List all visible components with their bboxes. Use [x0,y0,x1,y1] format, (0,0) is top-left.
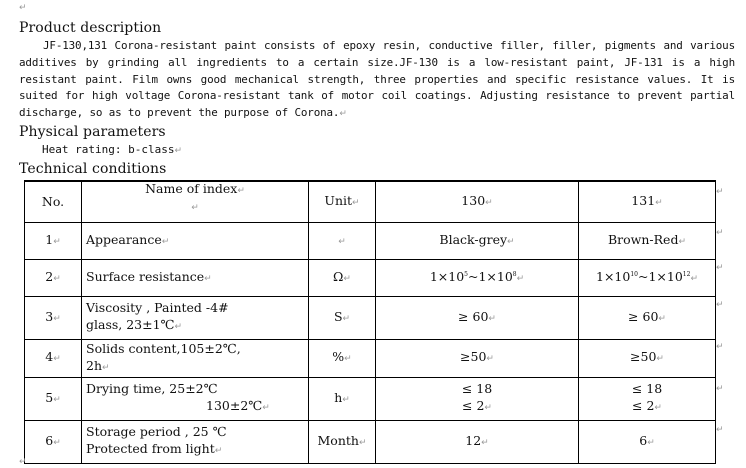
row-value-131: $1\times 10^{10}\sim 1\times 10^{12}↵$ [579,259,716,296]
row-end-mark: ↵ [716,300,724,310]
row-unit: h↵ [309,377,376,420]
row-no: 2↵ [25,259,82,296]
table-row [25,377,716,420]
table-header-row [25,181,716,222]
row-end-mark: ↵ [716,342,724,352]
row-value-131: ≥ 60↵ [579,296,716,339]
heading-text: Technical conditions [19,161,167,177]
row-end-mark: ↵ [716,384,724,394]
row-no: 1↵ [25,222,82,259]
physical-parameters-heading [19,124,166,140]
heat-rating-text: Heat rating: b-class [42,143,175,156]
row-no: 5↵ [25,377,82,420]
row-end-mark: ↵ [716,263,724,273]
row-value-130: $1\times 10^5\sim 1\times 10^8↵$ [376,259,579,296]
technical-conditions-heading [19,161,166,177]
row-end-mark: ↵ [716,187,724,197]
description-text: JF-130,131 Corona-resistant paint consists of epoxy resin, conductive filler, filler, pigments and various additives by grinding all ingredients to a certain size.JF-130 is a low-resistant paint, JF-131 is a high resistant paint. Film owns good mechanical strength, three properties and specific resistance values. It is suited for high voltage Corona-resistant tank of motor coil coatings. Adjusting resistance to prevent partial discharge, so as to prevent the purpose of Corona. [19,39,735,120]
row-end-mark: ↵ [716,425,724,435]
row-no: 4↵ [25,339,82,377]
row-no: 3↵ [25,296,82,339]
heat-rating: Heat rating: b-class↵ [42,143,182,156]
row-value-131: ≤ 18 ≤ 2↵ [579,377,716,420]
row-value-131: 6↵ [579,420,716,463]
heading-text: Product description [19,20,162,36]
product-description-heading [19,20,161,36]
technical-conditions-table [24,180,716,464]
row-unit: S↵ [309,296,376,339]
row-value-130: ≥ 60↵ [376,296,579,339]
row-unit: ↵ [309,222,376,259]
row-value-130: ≥50↵ [376,339,579,377]
table-row [25,339,716,377]
row-no: 6↵ [25,420,82,463]
table-row [25,259,716,296]
row-unit: %↵ [309,339,376,377]
row-value-130: Black-grey↵ [376,222,579,259]
row-name: Drying time, 25±2℃ 130±2℃↵ [82,377,309,420]
row-value-130: 12↵ [376,420,579,463]
heading-text: Physical parameters [19,124,166,140]
row-name: Appearance↵ [82,222,309,259]
header-name-of-index: Name of index↵ ↵ [82,181,309,222]
header-130: 130↵ [376,181,579,222]
row-end-mark: ↵ [716,228,724,238]
row-name: Viscosity , Painted -4# glass, 23±1℃↵ [82,296,309,339]
row-value-131: Brown-Red↵ [579,222,716,259]
product-description-body: JF-130,131 Corona-resistant paint consists of epoxy resin, conductive filler, filler, pigments and various additives by grinding all ingredients to a certain size.JF-130 is a low-resistant paint, JF-131 is a high resistant paint. Film owns good mechanical strength, three properties and specific resistance values. It is suited for high voltage Corona-resistant tank of motor coil coatings. Adjusting resistance to prevent partial discharge, so as to prevent the purpose of Corona.↵ [19,39,735,120]
table-row [25,222,716,259]
row-value-130: ≤ 18 ≤ 2↵ [376,377,579,420]
row-value-131: ≥50↵ [579,339,716,377]
header-unit: Unit↵ [309,181,376,222]
header-131: 131↵ [579,181,716,222]
row-name: Surface resistance↵ [82,259,309,296]
paragraph-mark: ↵ [19,457,27,467]
paragraph-mark: ↵ [19,3,27,13]
row-unit: Ω↵ [309,259,376,296]
table-row [25,420,716,463]
row-name: Solids content,105±2℃, 2h↵ [82,339,309,377]
row-name: Storage period , 25 ℃ Protected from light↵ [82,420,309,463]
table-row [25,296,716,339]
header-no: No. [25,181,82,222]
row-unit: Month↵ [309,420,376,463]
